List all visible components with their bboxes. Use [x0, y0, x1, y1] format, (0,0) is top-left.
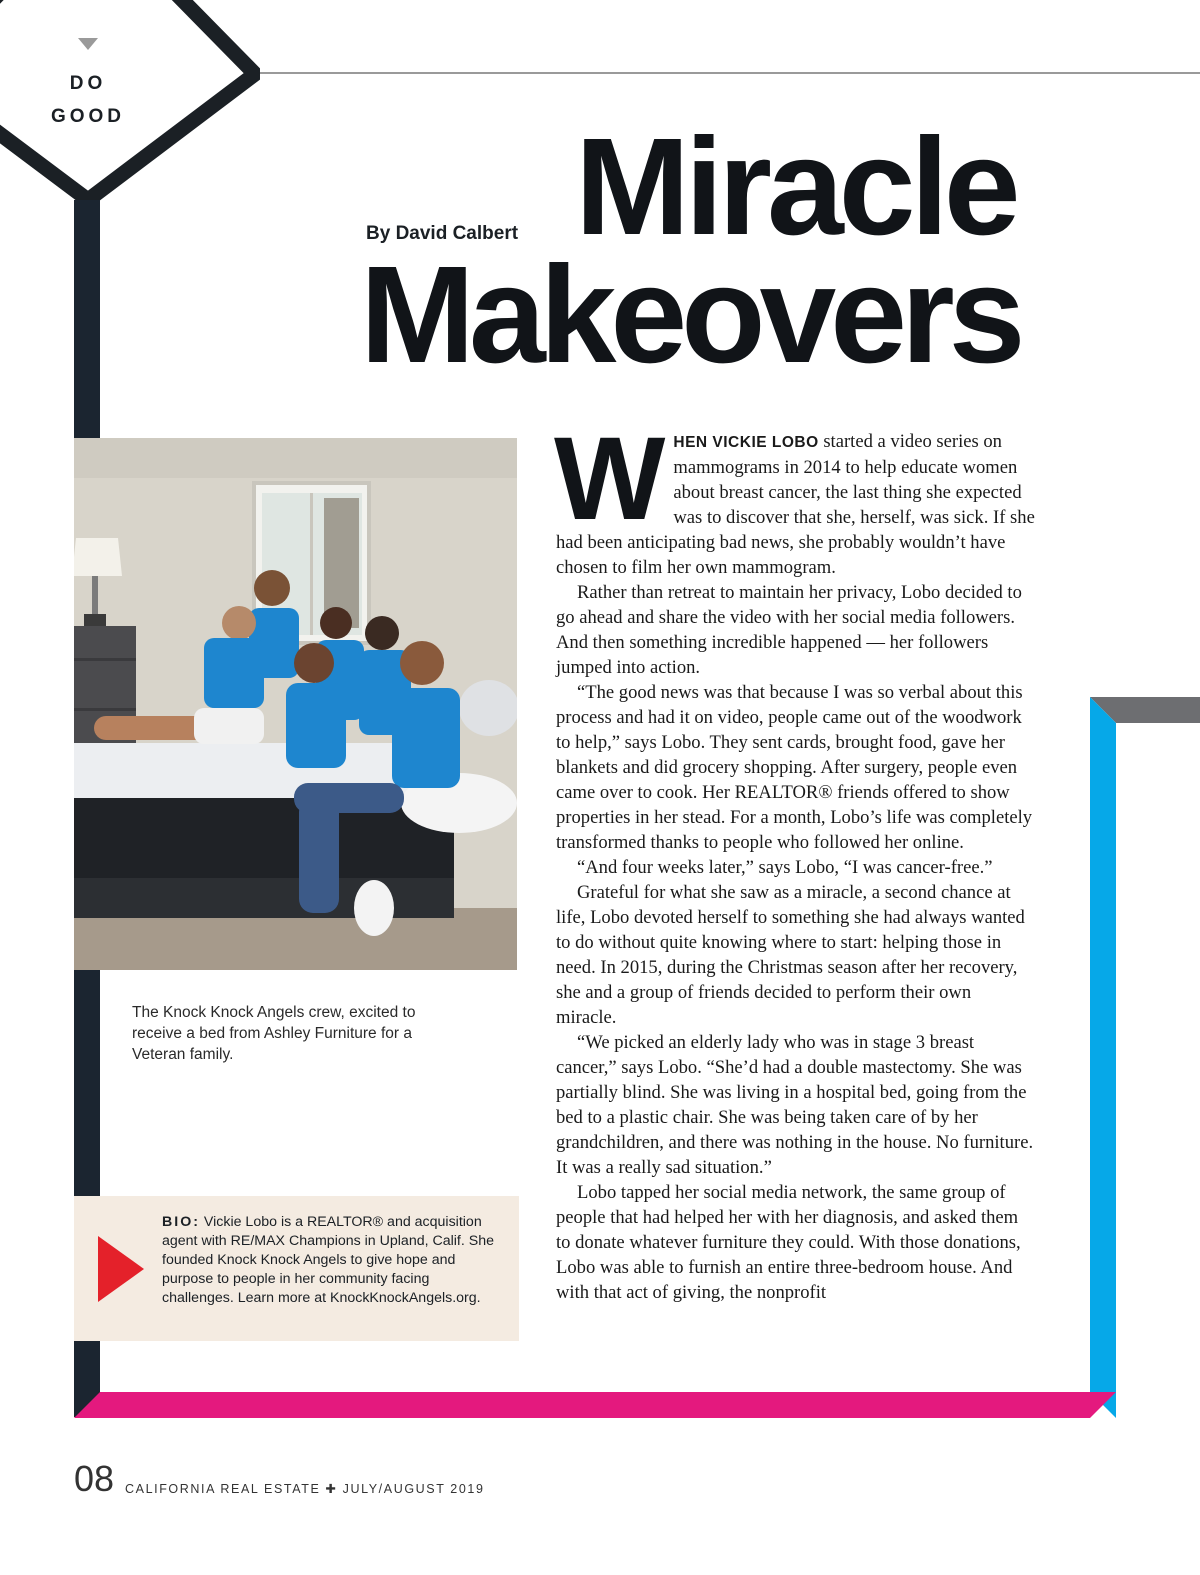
article-paragraph-4: “And four weeks later,” says Lobo, “I was cancer-free.” [577, 857, 993, 878]
publication-footer: CALIFORNIA REAL ESTATE ✚ JULY/AUGUST 2019 [125, 1482, 485, 1496]
article-paragraph-2: Rather than retreat to maintain her privacy, Lobo decided to go ahead and share the video with her social media followers. And then something incredible happened — her followers jumped into action. [556, 582, 1022, 678]
drop-cap: W [554, 413, 662, 545]
author-bio-box [74, 1196, 519, 1341]
section-triangle-icon [78, 38, 98, 50]
bottom-frame-bar [74, 1392, 1116, 1418]
photo-caption: The Knock Knock Angels crew, excited to receive a bed from Ashley Furniture for a Veteran family. [132, 1004, 416, 1063]
header-rule [250, 72, 1200, 74]
play-triangle-icon [98, 1236, 144, 1302]
article-paragraph-1 [554, 413, 1036, 580]
article-paragraph-7: Lobo tapped her social media network, the same group of people that had helped her with her diagnosis, and asked them to donate whatever furniture they could. With those donations, Lobo was able to furnish an entire three-bedroom house. And with that act of giving, the nonprofit [556, 1182, 1021, 1303]
right-frame-bar [1090, 697, 1116, 1418]
section-tag-do: DO [69, 73, 107, 94]
first-paragraph-text: started a video series on mammograms in 2014 to help educate women about breast cancer, the last thing she expected was to discover that she, herself, was sick. If she had been anticipating bad news, she probably wouldn’t have chosen to film her own mammogram. [556, 431, 1035, 578]
bio-label: BIO: [162, 1214, 200, 1230]
article-paragraph-5: Grateful for what she saw as a miracle, a second chance at life, Lobo devoted herself to something she had always wanted to do without quite knowing where to start: helping those in need. In 2015, during the Christmas season after her recovery, she and a group of friends decided to perform their own miracle. [556, 882, 1025, 1028]
section-tag-good: GOOD [50, 106, 126, 127]
headline-line-1: Miracle [575, 110, 1016, 264]
article-paragraph-6: “We picked an elderly lady who was in stage 3 breast cancer,” says Lobo. “She’d had a double mastectomy. She was partially blind. She was living in a hospital bed, going from the bed to a plastic chair. She was being taken care of by her grandchildren, and there was nothing in the house. No furniture. It was a really sad situation.” [556, 1032, 1034, 1178]
article-photo [74, 438, 517, 970]
article-body [554, 413, 1036, 1305]
bio-text-block [162, 1213, 502, 1308]
headline-line-2: Makeovers [360, 238, 1020, 392]
bio-body: Vickie Lobo is a REALTOR® and acquisition agent with RE/MAX Champions in Upland, Calif. She founded Knock Knock Angels to give hope and purpose to people in her community facing challenges. Learn more at KnockKnockAngels.org. [162, 1214, 494, 1306]
byline: By David Calbert [366, 223, 519, 244]
lead-in-caps: HEN VICKIE LOBO [673, 434, 819, 451]
page-number: 08 [74, 1458, 115, 1499]
article-paragraph-3: “The good news was that because I was so verbal about this process and had it on video, people came out of the woodwork to help,” says Lobo. They sent cards, brought food, gave her blankets and did grocery shopping. After surgery, people even came over to cook. Her REALTOR® friends offered to show properties in her stead. For a month, Lobo’s life was completely transformed thanks to people who followed her online. [556, 682, 1033, 853]
